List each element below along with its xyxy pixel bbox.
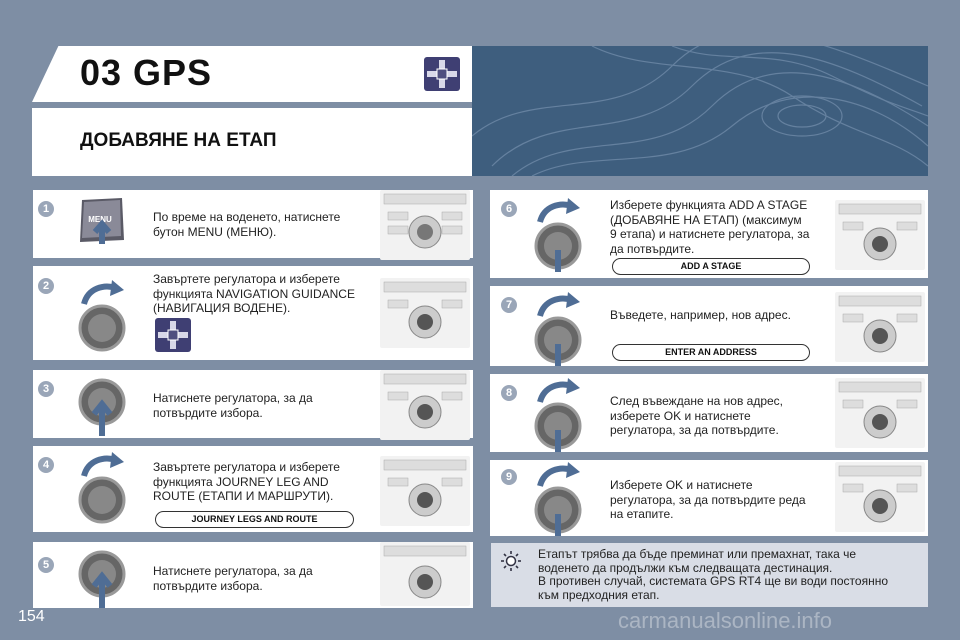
step-number-badge: 5 (37, 556, 55, 574)
rotate-knob-icon (530, 460, 590, 541)
step-2-text: Завъртете регулатора и изберете функцията NAVIGATION GUIDANCE (НАВИГАЦИЯ ВОДЕНЕ). (153, 272, 355, 315)
note-text: Етапът трябва да бъде преминат или премахнат, така че воденето да продължи към следващата дестинация. В противен случай, системата GPS RT4 ще ви води постоянно към предходния етап. (538, 547, 889, 602)
step-number-badge: 1 (37, 200, 55, 218)
navigation-guidance-icon (154, 318, 192, 352)
control-panel-image (835, 462, 925, 532)
section-title: ДОБАВЯНЕ НА ЕТАП (80, 130, 277, 151)
rotate-knob-icon (530, 290, 590, 371)
control-panel-image (835, 378, 925, 448)
step-number-badge: 6 (500, 200, 518, 218)
step-9-text: Изберете OK и натиснете регулатора, за да потвърдите реда на етапите. (610, 478, 806, 521)
step-number-badge: 8 (500, 384, 518, 402)
rotate-knob-icon (530, 196, 590, 277)
menu-button-icon (76, 196, 128, 249)
add-stage-pill: ADD A STAGE (612, 258, 810, 275)
rotate-knob-icon (74, 450, 134, 531)
control-panel-image (380, 370, 470, 440)
rotate-knob-icon (74, 278, 134, 359)
step-1-text: По време на воденето, натиснете бутон MENU (МЕНЮ). (153, 210, 341, 239)
press-knob-icon (76, 374, 128, 441)
control-panel-image (380, 278, 470, 348)
menu-label: MENU (88, 215, 112, 224)
step-number-badge: 3 (37, 380, 55, 398)
step-6-text: Изберете функцията ADD A STAGE (ДОБАВЯНЕ НА ЕТАП) (максимум 9 етапа) и натиснете регулатора, за да потвърдите. (610, 198, 810, 256)
enter-address-pill: ENTER AN ADDRESS (612, 344, 810, 361)
control-panel-image (380, 456, 470, 526)
page-number: 154 (18, 608, 45, 625)
step-number-badge: 9 (500, 468, 518, 486)
sun-icon (500, 550, 522, 577)
control-panel-image (380, 190, 470, 260)
step-8-text: След въвеждане на нов адрес, изберете OK и натиснете регулатора, за да потвърдите. (610, 394, 784, 437)
rotate-knob-icon (530, 376, 590, 457)
step-number-badge: 7 (500, 296, 518, 314)
step-3-text: Натиснете регулатора, за да потвърдите избора. (153, 391, 313, 420)
step-4-text: Завъртете регулатора и изберете функцията JOURNEY LEG AND ROUTE (ЕТАПИ И МАРШРУТИ). (153, 460, 340, 503)
chapter-title: 03 GPS (80, 52, 213, 93)
journey-legs-pill: JOURNEY LEGS AND ROUTE (155, 511, 354, 528)
control-panel-image (380, 542, 470, 606)
step-number-badge: 2 (37, 277, 55, 295)
watermark: carmanualsonline.info (618, 608, 833, 633)
gps-crosshair-icon (424, 57, 460, 91)
press-knob-icon (76, 546, 128, 613)
control-panel-image (835, 200, 925, 270)
control-panel-image (835, 292, 925, 362)
step-7-text: Въведете, например, нов адрес. (610, 308, 791, 322)
topo-art (472, 46, 928, 176)
step-number-badge: 4 (37, 456, 55, 474)
step-5-text: Натиснете регулатора, за да потвърдите избора. (153, 564, 313, 593)
